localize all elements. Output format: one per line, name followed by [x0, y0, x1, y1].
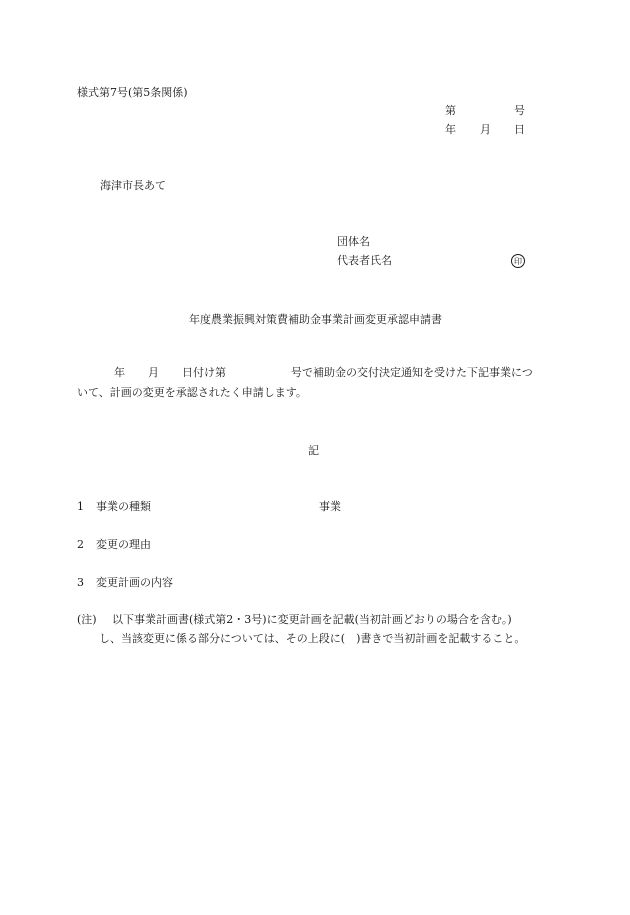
date-day-label: 日: [514, 123, 525, 136]
note-label: (注): [77, 613, 97, 626]
ki-heading: 記: [308, 444, 319, 457]
document-title: 年度農業振興対策費補助金事業計画変更承認申請書: [189, 313, 442, 326]
organization-label: 団体名: [337, 235, 370, 248]
body-month: 月: [148, 366, 159, 379]
note-line1: 以下事業計画書(様式第2・3号)に変更計画を記載(当初計画どおりの場合を含む。): [112, 613, 512, 626]
representative-label: 代表者氏名: [337, 254, 392, 267]
item-1-number: 1: [77, 500, 84, 513]
body-text-line1: 号で補助金の交付決定通知を受けた下記事業につ: [291, 366, 533, 379]
date-month-label: 月: [480, 123, 491, 136]
item-2-number: 2: [77, 538, 84, 551]
item-3-label: 変更計画の内容: [96, 576, 173, 589]
body-text-line2: いて、計画の変更を承認されたく申請します。: [77, 386, 307, 399]
date-year-label: 年: [445, 123, 456, 136]
note-line2: し、当該変更に係る部分については、その上段に( )書きで当初計画を記載すること。: [99, 632, 526, 645]
seal-mark: 印: [511, 254, 525, 268]
doc-number-suffix: 号: [514, 104, 525, 117]
item-1-label: 事業の種類: [96, 500, 151, 513]
item-3-number: 3: [77, 576, 84, 589]
body-day-ref: 日付け第: [182, 366, 226, 379]
form-number: 様式第7号(第5条関係): [77, 86, 188, 99]
addressee: 海津市長あて: [100, 179, 166, 192]
doc-number-prefix: 第: [445, 104, 456, 117]
item-2-label: 変更の理由: [96, 538, 151, 551]
item-1-value: 事業: [319, 500, 341, 513]
body-year: 年: [114, 366, 125, 379]
